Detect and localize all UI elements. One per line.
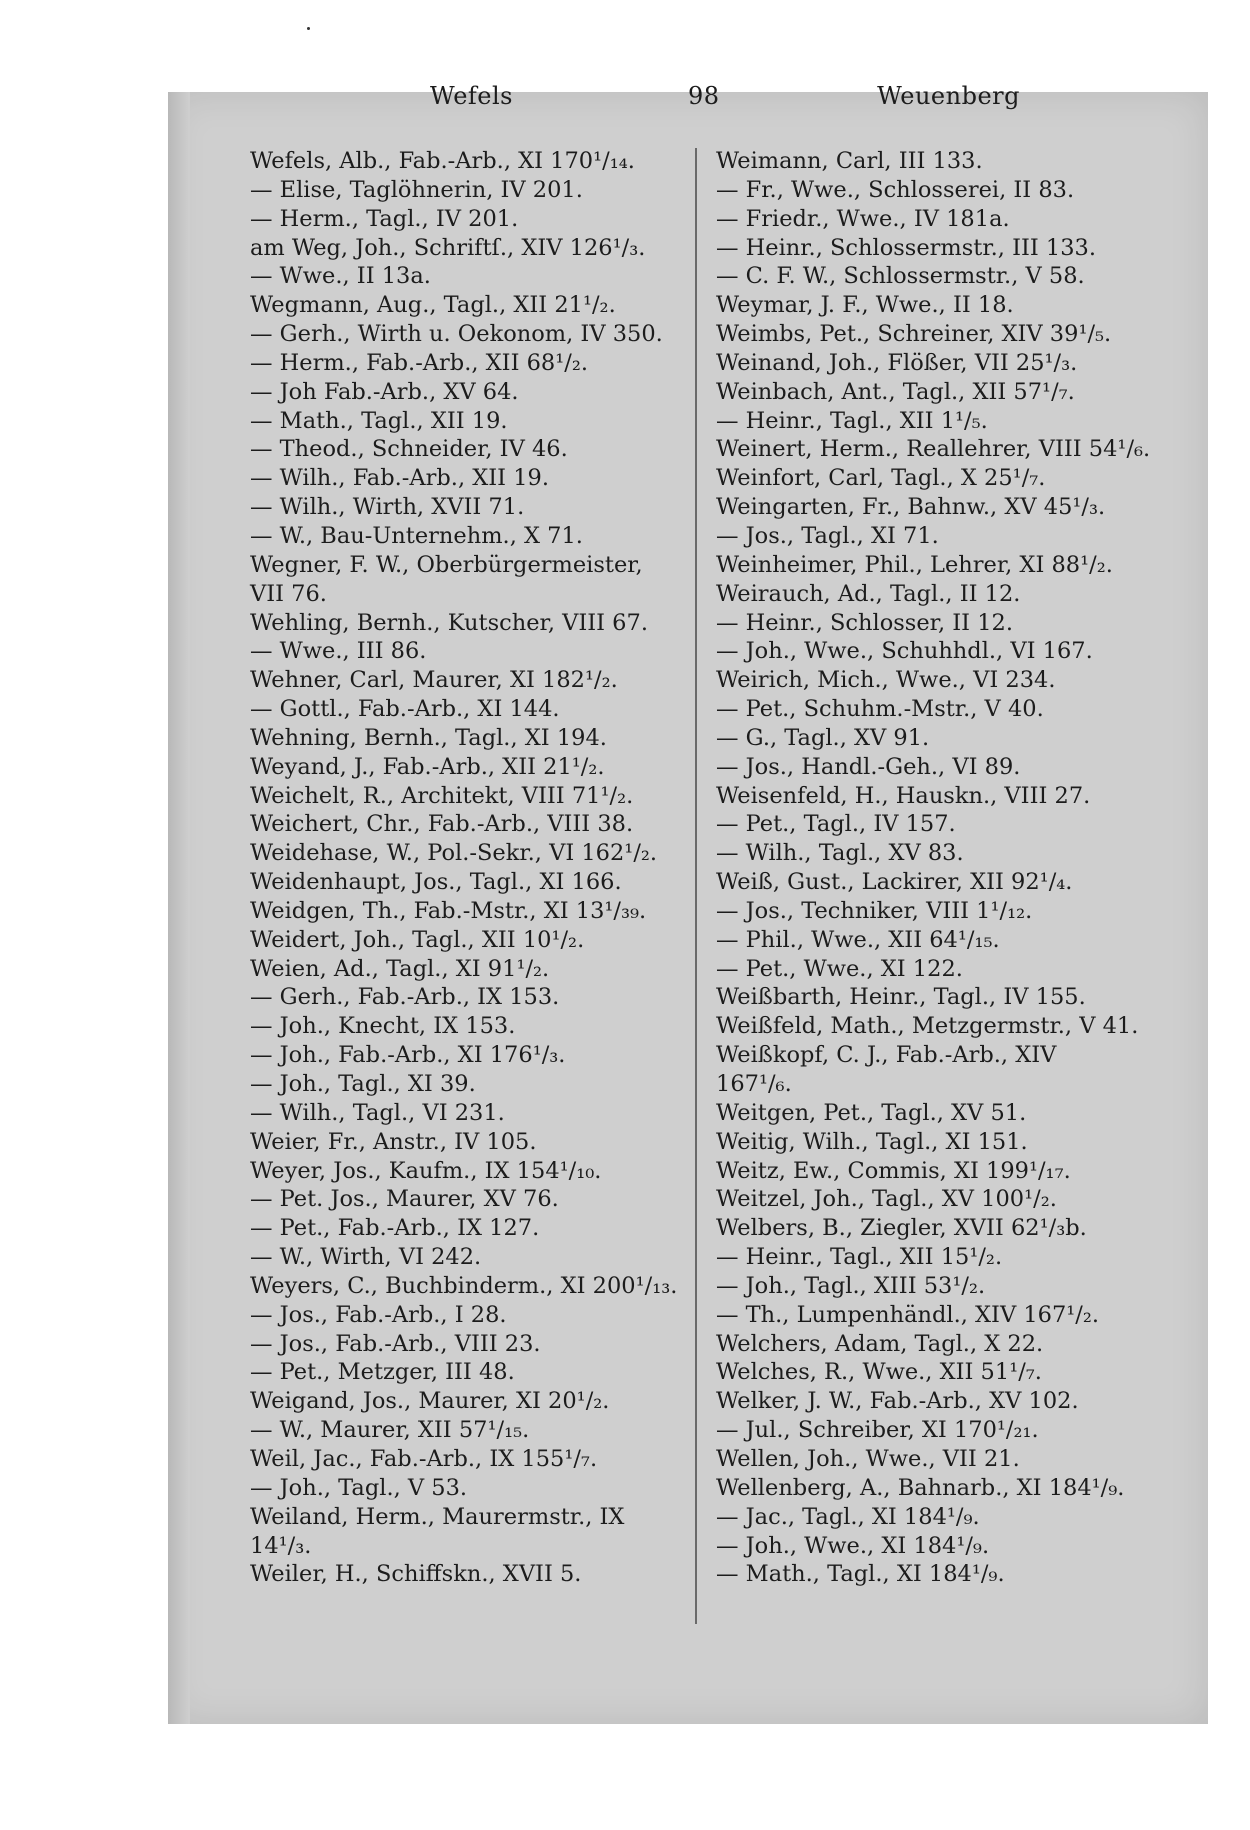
directory-entry: — Heinr., Tagl., XII 1¹/₅. [716,407,988,434]
directory-entry: Wehling, Bernh., Kutscher, VIII 67. [250,609,648,636]
directory-entry: Weinert, Herm., Reallehrer, VIII 54¹/₆. [716,436,1151,463]
directory-entry: — W., Wirth, VI 242. [250,1244,482,1271]
directory-entry: Wefels, Alb., Fab.-Arb., XI 170¹/₁₄. [250,148,635,174]
directory-entry: — Math., Tagl., XI 184¹/₉. [716,1561,1005,1588]
directory-entry: — W., Maurer, XII 57¹/₁₅. [250,1417,530,1444]
directory-entry: — Heinr., Tagl., XII 15¹/₂. [716,1244,1003,1271]
directory-entry: Weimbs, Pet., Schreiner, XIV 39¹/₅. [716,321,1112,348]
directory-entry: Weier, Fr., Anstr., IV 105. [250,1128,537,1155]
directory-entry: Weigand, Jos., Maurer, XI 20¹/₂. [250,1388,610,1415]
directory-entry: Weirich, Mich., Wwe., VI 234. [716,667,1056,694]
directory-entry: — Wilh., Tagl., VI 231. [250,1099,505,1126]
directory-entry: — Joh., Fab.-Arb., XI 176¹/₃. [250,1042,566,1069]
right-column [716,147,1186,1589]
directory-entry: — Wilh., Wirth, XVII 71. [250,494,525,521]
directory-entry: Wehner, Carl, Maurer, XI 182¹/₂. [250,667,618,694]
directory-entry: — Wilh., Tagl., XV 83. [716,840,964,867]
directory-entry-continuation: 14¹/₃. [250,1532,312,1559]
directory-entry: Weimann, Carl, III 133. [716,148,983,174]
page-edge-shadow [168,92,190,1724]
directory-entry: Weinand, Joh., Flößer, VII 25¹/₃. [716,349,1078,376]
directory-entry: Welches, R., Wwe., XII 51¹/₇. [716,1359,1042,1386]
column-divider [695,148,697,1624]
directory-entry: — Joh., Wwe., XI 184¹/₉. [716,1532,990,1559]
directory-entry: — Joh., Tagl., V 53. [250,1474,468,1501]
directory-entry: Weidehase, W., Pol.-Sekr., VI 162¹/₂. [250,840,658,867]
directory-entry: — Jos., Techniker, VIII 1¹/₁₂. [716,897,1033,924]
directory-entry: Wellenberg, A., Bahnarb., XI 184¹/₉. [716,1474,1125,1501]
directory-entry: Welker, J. W., Fab.-Arb., XV 102. [716,1388,1079,1415]
directory-entry: Weinheimer, Phil., Lehrer, XI 88¹/₂. [716,551,1113,578]
directory-entry: Weichelt, R., Architekt, VIII 71¹/₂. [250,782,634,809]
directory-entry: — Pet., Tagl., IV 157. [716,811,956,838]
directory-entry: Welbers, B., Ziegler, XVII 62¹/₃b. [716,1215,1087,1242]
directory-entry: — Joh., Tagl., XI 39. [250,1071,476,1097]
directory-entry: — Phil., Wwe., XII 64¹/₁₅. [716,926,1000,953]
directory-entry: — Joh Fab.-Arb., XV 64. [250,378,519,405]
directory-entry: Weitig, Wilh., Tagl., XI 151. [716,1128,1028,1155]
directory-entry: — Wwe., III 86. [250,638,427,665]
directory-entry: Weil, Jac., Fab.-Arb., IX 155¹/₇. [250,1445,598,1472]
directory-entry: Wegner, F. W., Oberbürgermeister, [250,551,643,578]
directory-entry: Weidert, Joh., Tagl., XII 10¹/₂. [250,926,585,953]
directory-entry: — W., Bau-Unternehm., X 71. [250,522,583,549]
directory-entry: Weitzel, Joh., Tagl., XV 100¹/₂. [716,1186,1057,1213]
directory-entry-continuation: VII 76. [250,580,327,607]
directory-entry: Weichert, Chr., Fab.-Arb., VIII 38. [250,811,634,838]
directory-entry: — Friedr., Wwe., IV 181a. [716,205,1010,232]
directory-entry: Wegmann, Aug., Tagl., XII 21¹/₂. [250,292,616,319]
directory-entry: Weymar, J. F., Wwe., II 18. [716,292,1014,319]
directory-entry: — Heinr., Schlossermstr., III 133. [716,234,1097,261]
directory-entry: Weidgen, Th., Fab.-Mstr., XI 13¹/₃₉. [250,897,647,924]
directory-entry: — G., Tagl., XV 91. [716,724,930,751]
directory-entry: Weingarten, Fr., Bahnw., XV 45¹/₃. [716,494,1106,521]
directory-entry-continuation: 167¹/₆. [716,1071,792,1097]
directory-entry: — Theod., Schneider, IV 46. [250,436,568,463]
directory-entry: Weinbach, Ant., Tagl., XII 57¹/₇. [716,378,1075,405]
directory-entry: Weisenfeld, H., Hauskn., VIII 27. [716,782,1091,809]
directory-entry: — Th., Lumpenhändl., XIV 167¹/₂. [716,1301,1100,1328]
directory-entry: Welchers, Adam, Tagl., X 22. [716,1330,1044,1357]
header-left-word: Wefels [430,82,513,110]
page-number: 98 [688,82,720,110]
directory-entry: — Gerh., Wirth u. Oekonom, IV 350. [250,321,663,348]
directory-entry: Weyand, J., Fab.-Arb., XII 21¹/₂. [250,753,605,780]
directory-entry: — Gerh., Fab.-Arb., IX 153. [250,984,560,1011]
directory-entry: Weiß, Gust., Lackirer, XII 92¹/₄. [716,869,1073,896]
directory-entry: Weitgen, Pet., Tagl., XV 51. [716,1099,1027,1126]
directory-entry: Weißkopf, C. J., Fab.-Arb., XIV [716,1042,1057,1069]
directory-entry: — Wilh., Fab.-Arb., XII 19. [250,465,549,492]
directory-entry: — Jos., Handl.-Geh., VI 89. [716,753,1021,780]
directory-entry: Weidenhaupt, Jos., Tagl., XI 166. [250,869,622,896]
directory-entry: — Herm., Fab.-Arb., XII 68¹/₂. [250,349,589,376]
directory-entry: Weyers, C., Buchbinderm., XI 200¹/₁₃. [250,1272,678,1299]
directory-entry: Weitz, Ew., Commis, XI 199¹/₁₇. [716,1157,1071,1184]
directory-entry: — Jos., Fab.-Arb., I 28. [250,1301,507,1328]
directory-entry: — Pet., Schuhm.-Mstr., V 40. [716,696,1044,723]
directory-entry: Weißbarth, Heinr., Tagl., IV 155. [716,984,1086,1011]
directory-entry: Wellen, Joh., Wwe., VII 21. [716,1445,1020,1472]
directory-entry: — Jos., Tagl., XI 71. [716,522,939,549]
directory-entry: — Jac., Tagl., XI 184¹/₉. [716,1503,980,1530]
directory-entry: — Elise, Taglöhnerin, IV 201. [250,176,583,203]
directory-entry: — Pet., Wwe., XI 122. [716,955,963,982]
directory-entry: Weien, Ad., Tagl., XI 91¹/₂. [250,955,550,982]
directory-entry: Wehning, Bernh., Tagl., XI 194. [250,724,607,751]
directory-entry: — Jos., Fab.-Arb., VIII 23. [250,1330,541,1357]
directory-entry: — Pet., Metzger, III 48. [250,1359,515,1386]
directory-entry: — Pet., Fab.-Arb., IX 127. [250,1215,540,1242]
directory-entry: — Math., Tagl., XII 19. [250,407,508,434]
directory-entry: Weiland, Herm., Maurermstr., IX [250,1503,625,1530]
directory-entry: Weirauch, Ad., Tagl., II 12. [716,580,1021,607]
directory-entry: am Weg, Joh., Schriftſ., XIV 126¹/₃. [250,234,646,261]
directory-entry: Weiler, H., Schiffskn., XVII 5. [250,1561,582,1588]
directory-entry: — C. F. W., Schlossermstr., V 58. [716,263,1085,290]
directory-entry: — Joh., Tagl., XIII 53¹/₂. [716,1272,986,1299]
left-column [250,147,690,1589]
directory-entry: — Herm., Tagl., IV 201. [250,205,519,232]
directory-entry: — Pet. Jos., Maurer, XV 76. [250,1186,559,1213]
directory-entry: — Fr., Wwe., Schlosserei, II 83. [716,176,1075,203]
running-header [420,82,1140,114]
directory-entry: — Wwe., II 13a. [250,263,431,290]
directory-entry: Weinfort, Carl, Tagl., X 25¹/₇. [716,465,1046,492]
directory-entry: — Gottl., Fab.-Arb., XI 144. [250,696,560,723]
directory-entry: — Heinr., Schlosser, II 12. [716,609,1013,636]
directory-entry: Weyer, Jos., Kaufm., IX 154¹/₁₀. [250,1157,602,1184]
directory-entry: — Jul., Schreiber, XI 170¹/₂₁. [716,1417,1039,1444]
paper-speck [307,27,310,30]
directory-entry: Weißfeld, Math., Metzgermstr., V 41. [716,1013,1139,1040]
directory-entry: — Joh., Knecht, IX 153. [250,1013,516,1040]
header-right-word: Weuenberg [877,82,1020,110]
directory-entry: — Joh., Wwe., Schuhhdl., VI 167. [716,638,1093,665]
